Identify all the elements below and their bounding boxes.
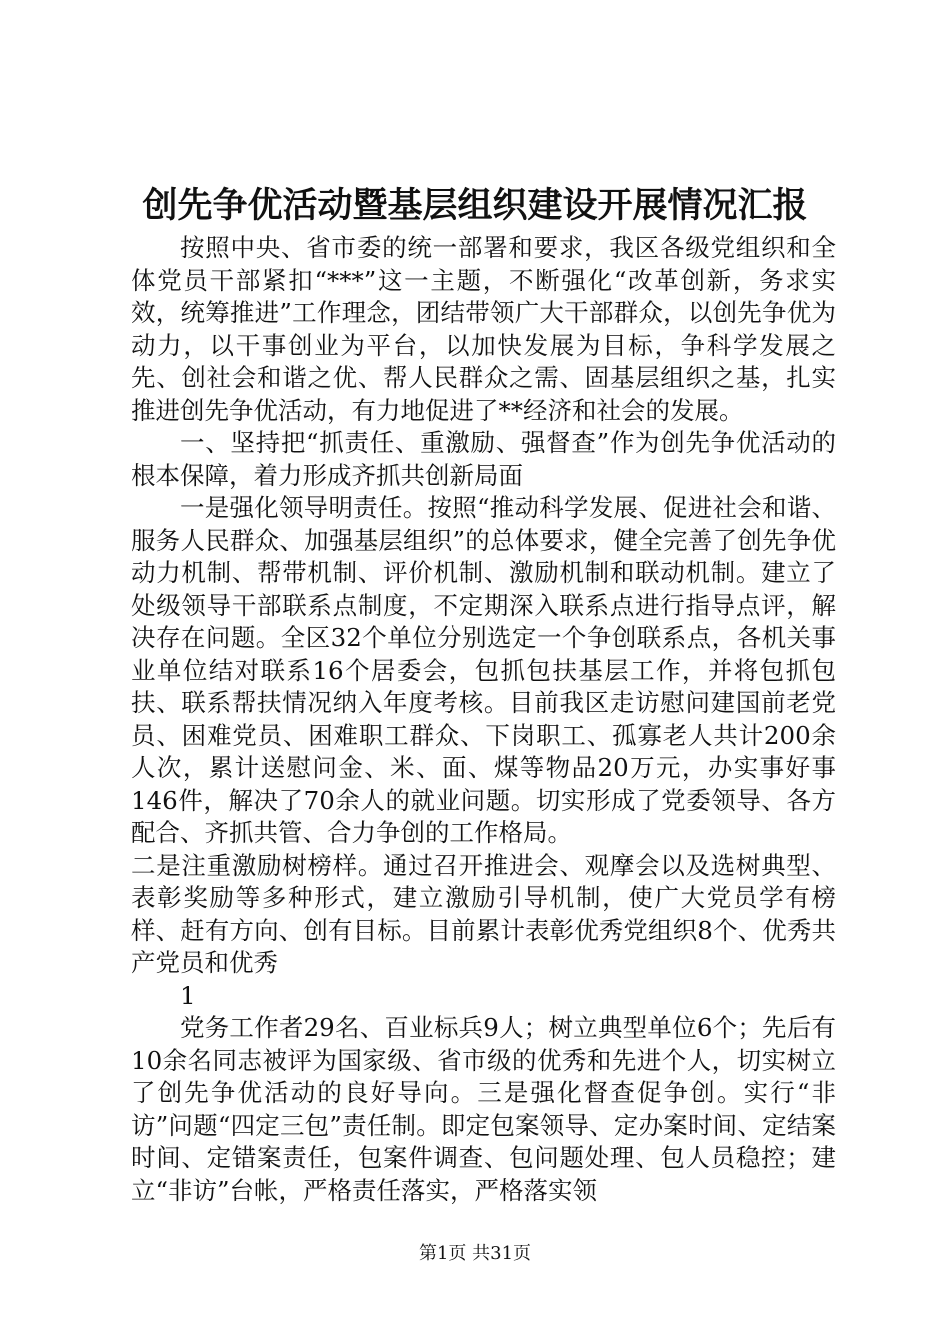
document-title: 创先争优活动暨基层组织建设开展情况汇报 [142,185,808,226]
paragraph-leadership: 一是强化领导明责任。按照“推动科学发展、促进社会和谐、服务人民群众、加强基层组织”的总体要求，健全完善了创先争优动力机制、帮带机制、评价机制、激励机制和联动机制。建立了处级领导干部联系点制度，不定期深入联系点进行指导点评，解决存在问题。全区32个单位分别选定一个争创联系点，各机关事业单位结对联系16个居委会，包抓包扶基层工作，并将包抓包扶、联系帮扶情况纳入年度考核。目前我区走访慰问建国前老党员、困难党员、困难职工群众、下岗职工、孤寡老人共计200余人次，累计送慰问金、米、面、煤等物品20万元，办实事好事146件，解决了70余人的就业问题。切实形成了党委领导、各方配合、齐抓共管、合力争创的工作格局。 [131,493,836,847]
inline-page-number: 1 [180,980,196,1010]
paragraph-continuation: 党务工作者29名、百业标兵9人；树立典型单位6个；先后有10余名同志被评为国家级、省市级的优秀和先进个人，切实树立了创先争优活动的良好导向。三是强化督查促争创。实行“非访”问题“四定三包”责任制。即定包案领导、定办案时间、定结案时间、定错案责任，包案件调查、包问题处理、包人员稳控；建立“非访”台帐，严格责任落实，严格落实领 [131,1013,836,1205]
paragraph-incentives: 二是注重激励树榜样。通过召开推进会、观摩会以及选树典型、表彰奖励等多种形式，建立激励引导机制，使广大党员学有榜样、赶有方向、创有目标。目前累计表彰优秀党组织8个、优秀共产党员和优秀 [131,850,836,977]
document-body [131,232,836,1207]
paragraph-intro: 按照中央、省市委的统一部署和要求，我区各级党组织和全体党员干部紧扣“***”这一主题，不断强化“改革创新，务求实效，统筹推进”工作理念，团结带领广大干部群众，以创先争优为动力，以干事创业为平台，以加快发展为目标，争科学发展之先、创社会和谐之优、帮人民群众之需、固基层组织之基，扎实推进创先争优活动，有力地促进了**经济和社会的发展。 [131,233,836,425]
paragraph-section-heading: 一、坚持把“抓责任、重激励、强督查”作为创先争优活动的根本保障，着力形成齐抓共创新局面 [131,428,836,490]
page-footer: 第1页 共31页 [418,1243,532,1264]
